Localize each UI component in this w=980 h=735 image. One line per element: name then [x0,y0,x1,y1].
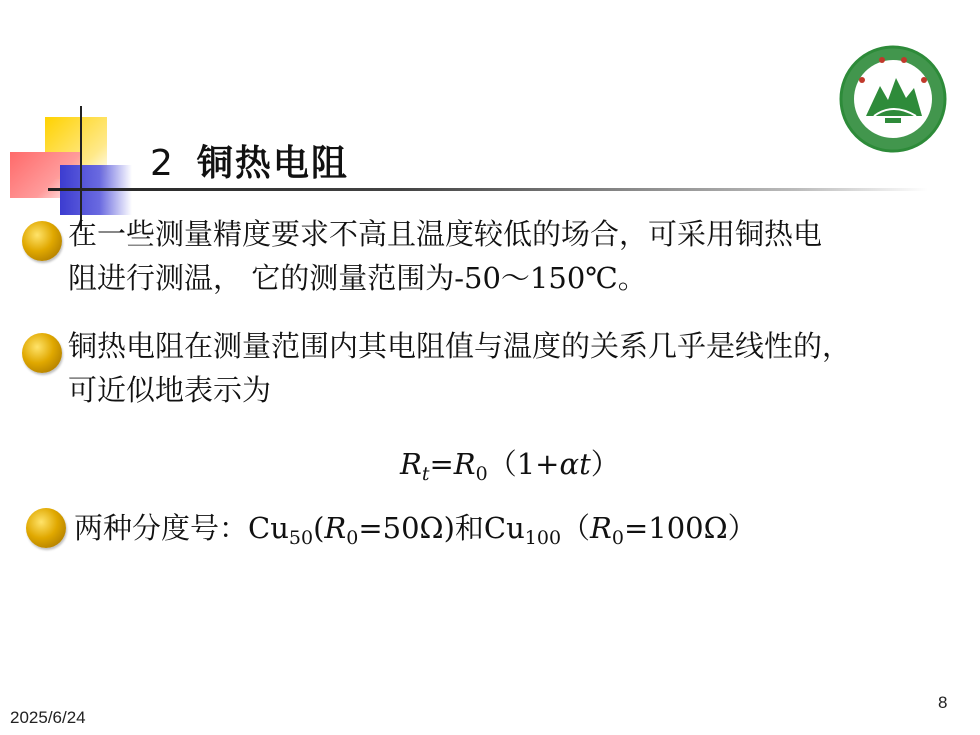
paragraph-2-line-1: 铜热电阻在测量范围内其电阻值与温度的关系几乎是线性的， [68,329,852,363]
paragraph-2 [68,324,851,412]
formula-alpha-t: αt [559,447,591,481]
page-number: 8 [938,693,948,712]
title-underline [48,188,928,191]
slide-title [150,135,349,186]
formula-eq: = [429,447,454,481]
division-r-sub: 0 [346,527,359,549]
formula-close: ） [590,447,620,481]
paragraph-1 [68,212,822,300]
slide-date: 2025/6/24 [10,708,86,727]
division-value-1: =50Ω)和Cu [358,511,525,545]
formula-lhs: R [400,447,422,481]
division-paren-open: ( [313,511,325,545]
division-paren-open-2: （ [561,511,591,545]
division-sub-2: 100 [524,527,562,549]
paragraph-1-line-2: 阻进行测温， 它的测量范围为-50～150℃。 [68,261,647,295]
division-r2-sub: 0 [611,527,624,549]
title-number: 2 [150,143,175,184]
paragraph-1-line-1: 在一些测量精度要求不高且温度较低的场合，可采用铜热电 [68,217,823,251]
division-value-2: =100Ω） [623,511,757,545]
division-r: R [324,511,347,545]
bullet-icon [22,333,62,373]
formula-r0-sub: 0 [475,463,488,485]
division-prefix: 两种分度号：Cu [74,511,289,545]
university-logo [838,44,948,154]
division-sub-1: 50 [288,527,314,549]
bullet-icon [22,221,62,261]
formula-lhs-sub: t [421,463,430,485]
bullet-icon [26,508,66,548]
formula-open: （1+ [487,447,560,481]
formula-r0: R [453,447,476,481]
title-text: 铜热电阻 [196,143,349,184]
paragraph-2-line-2: 可近似地表示为 [68,373,272,407]
division-r2: R [590,511,612,545]
formula [400,442,620,483]
paragraph-3 [74,506,757,550]
